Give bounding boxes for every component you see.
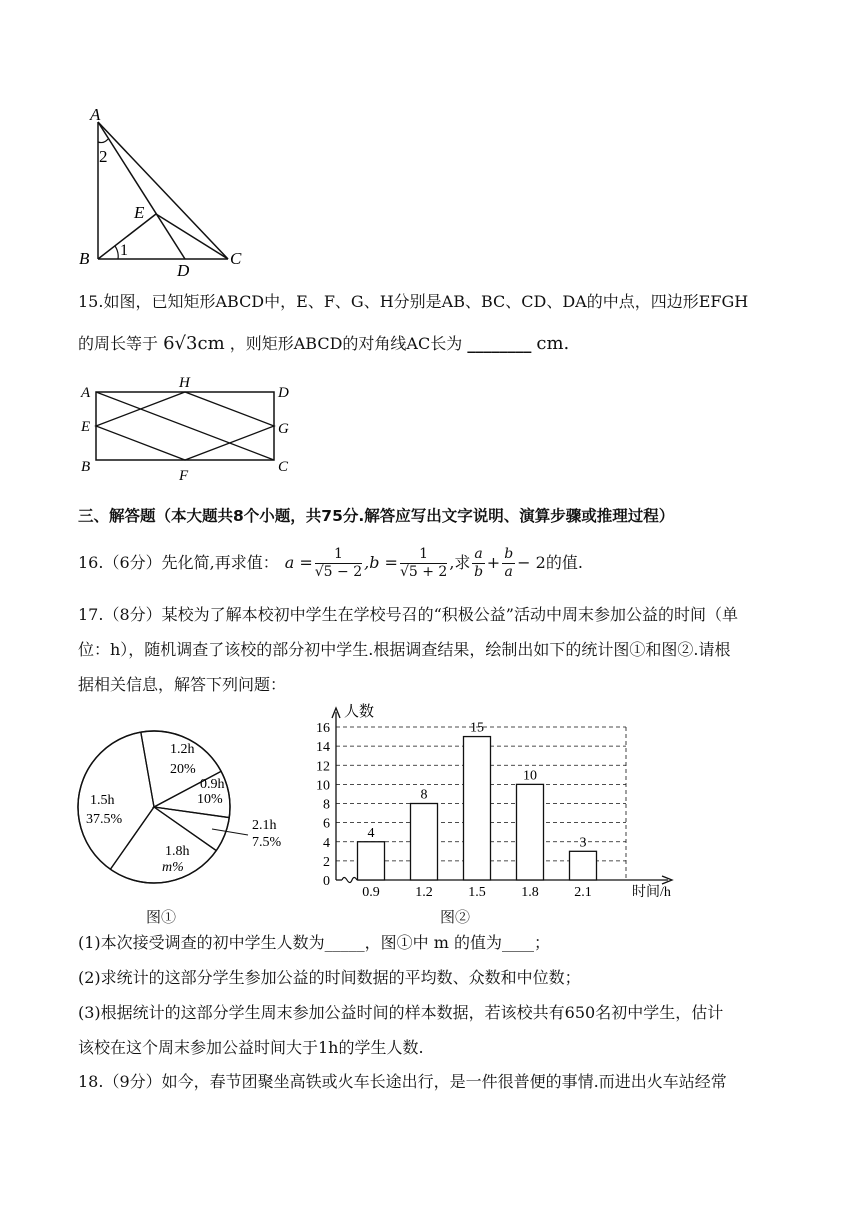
label-C: C: [230, 249, 242, 268]
q15-text-pre: 的周长等于: [78, 334, 159, 353]
q16-a-denominator: √5 − 2: [314, 563, 363, 580]
pie-slice-percent: 10%: [197, 792, 223, 807]
q16-tail: − 2的值.: [517, 553, 583, 572]
q16-term2-denominator: a: [504, 563, 513, 580]
q16-b-numerator: 1: [400, 546, 447, 564]
q16-a-numerator: 1: [315, 546, 362, 564]
triangle-figure: [70, 104, 260, 279]
y-tick-label: 0: [323, 874, 330, 889]
angle-arc-1: [115, 246, 118, 259]
label-E: E: [134, 203, 145, 222]
bar: [411, 804, 438, 881]
y-tick-label: 4: [323, 835, 330, 851]
x-tick-label: 2.1: [574, 885, 592, 900]
x-tick-label: 0.9: [362, 885, 380, 900]
q15-text-post: ，则矩形ABCD的对角线AC长为: [229, 334, 463, 353]
q16-term2-numerator: b: [504, 545, 514, 562]
q18-line1: 18.（9分）如今，春节团聚坐高铁或火车长途出行，是一件很普便的事情.而进出火车站经常: [78, 1072, 727, 1091]
label-E: E: [81, 419, 91, 435]
x-tick-label: 1.5: [468, 885, 486, 900]
q15-number: 15.: [78, 292, 104, 311]
pie-slice-label: 2.1h: [252, 818, 277, 833]
q16-term1-denominator: b: [474, 563, 484, 580]
bar-chart: [296, 700, 696, 900]
x-axis-title: 时间/h: [632, 885, 671, 900]
q16-plus: +: [486, 553, 501, 572]
q16-b-denominator: √5 + 2: [399, 563, 448, 580]
axis-break-mark: [342, 878, 357, 883]
q15-unit: cm.: [536, 333, 570, 354]
q16-b-fraction: [400, 546, 447, 581]
q17-sub3-line2: 该校在这个周末参加公益时间大于1h的学生人数.: [78, 1038, 424, 1057]
pie-slice-label: 1.5h: [90, 793, 115, 808]
label-H: H: [179, 375, 190, 391]
angle-arc-2: [98, 139, 108, 143]
q16-prefix: 16.（6分）先化简,再求值：: [78, 553, 279, 572]
q15-line1: [78, 291, 748, 313]
q16-ask: ,求: [449, 553, 471, 572]
pie-slice-label: 1.2h: [170, 742, 195, 757]
y-tick-label: 16: [316, 721, 330, 736]
q17-line1: 17.（8分）某校为了解本校初中学生在学校号召的“积极公益”活动中周末参加公益的时间（单: [78, 605, 738, 624]
pie-slice-percent: m%: [162, 860, 184, 875]
q16-term2-fraction: [502, 546, 515, 581]
q17-sub1: (1)本次接受调查的初中学生人数为_____，图①中 m 的值为____；: [78, 933, 551, 952]
bar: [358, 842, 385, 880]
label-G: G: [278, 421, 289, 437]
q16-a-fraction: [315, 546, 362, 581]
pie-slice-label: 0.9h: [200, 777, 225, 792]
angle-label-2: 2: [99, 147, 108, 166]
label-D: D: [278, 385, 289, 401]
y-axis-title: 人数: [344, 704, 375, 720]
label-C: C: [278, 459, 289, 475]
y-tick-label: 14: [316, 740, 330, 756]
bar-value-label: 4: [367, 825, 375, 841]
diagonal-AC: [96, 392, 274, 460]
section3-heading: 三、解答题（本大题共8个小题，共75分.解答应写出文字说明、演算步骤或推理过程）: [78, 507, 675, 525]
q17-sub3-line1: (3)根据统计的这部分学生周末参加公益时间的样本数据，若该校共有650名初中学生，估计: [78, 1003, 724, 1022]
y-tick-label: 12: [316, 759, 330, 775]
q16-line: [78, 543, 583, 583]
bar: [464, 737, 491, 880]
q16-term1-fraction: [472, 546, 484, 581]
bar-value-label: 8: [420, 787, 428, 803]
x-tick-label: 1.8: [521, 885, 539, 900]
q15-perimeter: 6√3cm: [163, 333, 225, 354]
y-tick-label: 6: [323, 816, 330, 832]
pie-chart: [72, 725, 292, 890]
bar-value-label: 3: [579, 835, 587, 851]
label-D: D: [177, 261, 190, 279]
label-A: A: [90, 105, 101, 124]
pie-slice-percent: 20%: [170, 762, 196, 777]
bar: [517, 784, 544, 880]
q16-b-lhs: ,b =: [364, 553, 398, 572]
pie-slice-label: 1.8h: [165, 844, 190, 859]
fig1-caption: 图①: [146, 908, 177, 926]
bar-series: [358, 737, 597, 880]
y-tick-label: 8: [323, 797, 330, 813]
y-tick-label: 10: [316, 778, 330, 794]
x-tick-label: 1.2: [415, 885, 433, 900]
label-B: B: [79, 249, 90, 268]
y-tick-label: 2: [323, 854, 330, 870]
q16-term1-numerator: a: [474, 545, 483, 562]
label-A: A: [81, 385, 91, 401]
angle-label-1: 1: [120, 242, 128, 259]
q17-line3: 据相关信息，解答下列问题：: [78, 675, 287, 694]
q16-a-lhs: a =: [284, 553, 313, 572]
bar-value-label: 10: [523, 768, 537, 784]
segment-AC: [98, 122, 228, 259]
pie-slice-percent: 7.5%: [252, 835, 282, 850]
pie-slice-percent: 37.5%: [86, 812, 123, 827]
q17-sub2: (2)求统计的这部分学生参加公益的时间数据的平均数、众数和中位数；: [78, 968, 581, 987]
rectangle-figure: [78, 373, 298, 483]
bar: [570, 851, 597, 880]
q17-line2: 位：h），随机调查了该校的部分初中学生.根据调查结果，绘制出如下的统计图①和图②.请根: [78, 640, 731, 659]
q15-text-line1: 如图，已知矩形ABCD中，E、F、G、H分别是AB、BC、CD、DA的中点，四边形EFGH: [103, 292, 749, 311]
q15-answer-blank: ________: [467, 334, 532, 353]
segment-AD: [98, 122, 185, 259]
q15-line2: [78, 333, 569, 355]
fig2-caption: 图②: [440, 908, 471, 926]
bar-value-label: 15: [470, 720, 484, 736]
label-B: B: [81, 459, 91, 475]
label-F: F: [179, 468, 189, 483]
